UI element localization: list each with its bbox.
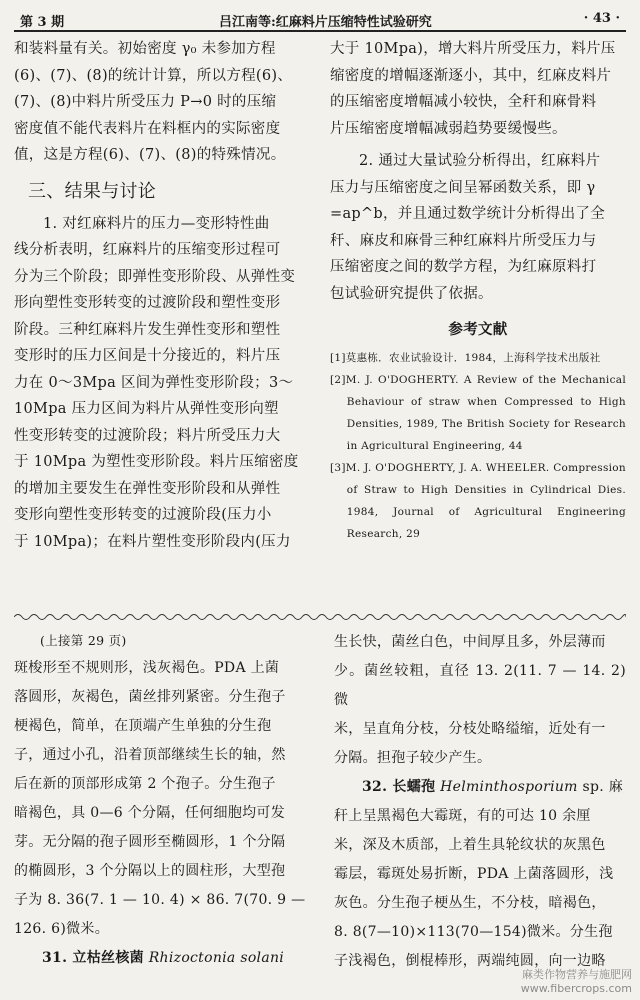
reference-item: [1]莫惠栋．农业试验设计．1984，上海科学技术出版社 [330, 352, 601, 364]
top-right-column [330, 36, 626, 606]
references-title: 参考文献 [448, 321, 508, 338]
continuation-line: 的压缩密度增幅减小较快，全秆和麻骨料 [330, 94, 597, 110]
conclusion-line: 变形向塑性变形转变的过渡阶段(压力小 [14, 507, 272, 523]
issue-number: 第 3 期 [20, 15, 65, 30]
continuation-line: 片压缩密度增幅减弱趋势要缓慢些。 [330, 120, 567, 137]
intro-line: 值，这是方程(6)、(7)、(8)的特殊情况。 [14, 147, 286, 163]
page-header [14, 8, 626, 32]
entry-31-latin: Rhizoctonia solani [148, 950, 285, 966]
body-line: 的椭圆形，3 个分隔以上的圆柱形，大型孢 [14, 863, 286, 879]
body-line: 后在新的顶部形成第 2 个孢子。分生孢子 [14, 776, 276, 792]
reference-item: [2]M. J. O'DOGHERTY. A Review of the Mechanical Behaviour of straw when Compressed to High Densities, 1989, The British Society for Research in Agricultural Engineering, 44 [330, 374, 626, 452]
conclusion-line: 的增加主要发生在弹性变形阶段和从弹性 [14, 480, 281, 497]
watermark-url: www.fibercrops.com [520, 982, 632, 995]
body-line: 米，深及木质部，上着生具轮纹状的灰黑色 [334, 837, 606, 853]
body-line: 灰色。分生孢子梗丛生，不分枝，暗褐色， [334, 895, 606, 911]
conclusion-line: 阶段。三种红麻料片发生弹性变形和塑性 [14, 321, 281, 338]
body-line: 米，呈直角分枝，分枝处略缢缩，近处有一 [334, 721, 606, 737]
body-line [14, 973, 314, 978]
conclusion-line: 1. 对红麻料片的压力—变形特性曲 [43, 215, 270, 232]
body-line: 芽。无分隔的孢子圆形至椭圆形，1 个分隔 [14, 834, 286, 850]
running-title: 吕江南等:红麻料片压缩特性试验研究 [219, 15, 432, 30]
bottom-left-column [14, 628, 314, 978]
entry-31-heading [14, 944, 314, 973]
body-line: 生长快，菌丝白色，中间厚且多，外层薄而 [334, 634, 606, 650]
conclusion-line: =ap^b，并且通过数学统计分析得出了全 [330, 206, 606, 222]
body-line: 暗褐色，具 0—6 个分隔，任何细胞均可发 [14, 805, 286, 821]
conclusion-line: 变形时的压力区间是十分接近的，料片压 [14, 348, 281, 364]
body-line: 126. 6)微米。 [14, 921, 109, 937]
body-line: 子为 8. 36(7. 1 — 10. 4) × 86. 7(70. 9 — [14, 892, 306, 908]
body-line: 分隔。担孢子较少产生。 [334, 750, 492, 766]
conclusion-line: 于 10Mpa)；在料片塑性变形阶段内(压力 [14, 533, 291, 550]
intro-line: 和装料量有关。初始密度 γ₀ 未参加方程 [14, 41, 276, 57]
body-line: 秆上呈黑褐色大霉斑，有的可达 10 余厘 [334, 808, 591, 824]
body-line: 梗褐色，简单，在顶端产生单独的分生孢 [14, 718, 272, 734]
body-line: 落圆形，灰褐色，菌丝排列紧密。分生孢子 [14, 689, 286, 705]
entry-32-heading [334, 773, 626, 802]
site-watermark [521, 968, 632, 996]
body-line: 斑梭形至不规则形，浅灰褐色。PDA 上菌 [14, 660, 280, 676]
continuation-note: (上接第 29 页) [40, 633, 127, 648]
section-heading: 三、结果与讨论 [28, 180, 157, 202]
bottom-right-column [334, 628, 626, 978]
reference-list [330, 347, 626, 545]
body-line: 子，通过小孔，沿着顶部继续生长的轴，然 [14, 747, 286, 763]
conclusion-line: 压力与压缩密度之间呈幂函数关系，即 γ [330, 179, 596, 196]
conclusion-line: 2. 通过大量试验分析得出，红麻料片 [359, 153, 601, 169]
body-line: 子浅褐色，倒棍棒形，两端纯圆，向一边略 [334, 953, 606, 969]
continuation-line: 缩密度的增幅逐渐逐小，其中，红麻皮料片 [330, 67, 612, 84]
body-line: 8. 8(7—10)×113(70—154)微米。分生孢 [334, 924, 613, 940]
page-number: · 43 · [583, 11, 620, 26]
entry-32-name: 32. 长蠕孢 [362, 779, 436, 795]
conclusion-line: 秆、麻皮和麻骨三种红麻料片所受压力与 [330, 232, 597, 249]
conclusion-line: 性变形转变的过渡阶段；料片所受压力大 [14, 427, 281, 444]
entry-31-name: 31. 立枯丝核菌 [42, 950, 144, 966]
conclusion-line: 10Mpa 压力区间为料片从弹性变形向塑 [14, 401, 279, 417]
intro-line: 密度值不能代表料片在料框内的实际密度 [14, 120, 281, 137]
entry-32-latin: Helminthosporium [440, 779, 578, 795]
top-left-column [14, 36, 307, 606]
body-line: 少。菌丝较粗，直径 13. 2(11. 7 — 14. 2)微 [334, 663, 626, 708]
conclusion-line: 形向塑性变形转变的过渡阶段和塑性变形 [14, 295, 281, 311]
conclusion-line: 线分析表明，红麻料片的压缩变形过程可 [14, 242, 281, 258]
conclusion-line: 分为三个阶段；即弹性变形阶段、从弹性变 [14, 268, 296, 285]
intro-line: (6)、(7)、(8)的统计计算，所以方程(6)、 [14, 67, 293, 84]
conclusion-line: 于 10Mpa 为塑性变形阶段。料片压缩密度 [14, 454, 299, 470]
reference-item: [3]M. J. O'DOGHERTY, J. A. WHEELER. Compression of Straw to High Densities in Cylindrical Dies. 1984, Journal of Agricultural Engineering Research, 29 [330, 462, 626, 540]
conclusion-line: 包试验研究提供了依据。 [330, 285, 493, 302]
continuation-line: 大于 10Mpa)，增大料片所受压力，料片压 [330, 41, 616, 57]
entry-32-suffix: sp. 麻 [577, 779, 624, 795]
conclusion-line: 压缩密度之间的数学方程，为红麻原料打 [330, 259, 597, 275]
watermark-name: 麻类作物营养与施肥网 [522, 968, 632, 981]
body-line: 霉层，霉斑处易折断，PDA 上菌落圆形，浅 [334, 866, 614, 882]
wavy-divider [14, 612, 626, 622]
conclusion-line: 力在 0～3Mpa 区间为弹性变形阶段；3～ [14, 374, 294, 391]
intro-line: (7)、(8)中料片所受压力 P→0 时的压缩 [14, 94, 277, 110]
